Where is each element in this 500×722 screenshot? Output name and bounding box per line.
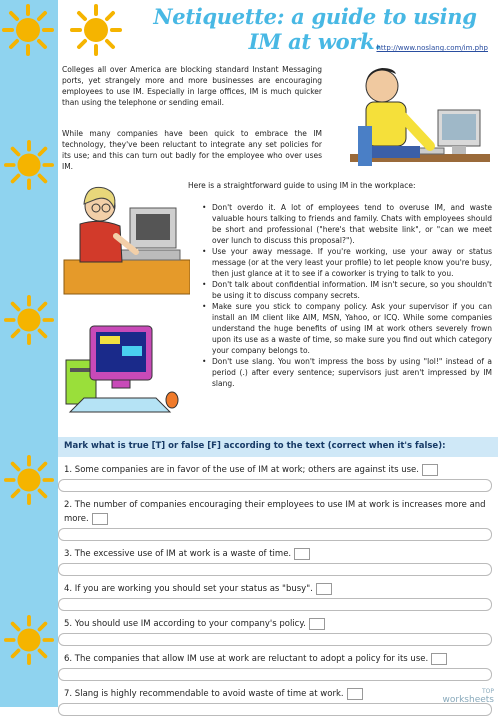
sun-icon <box>4 140 54 190</box>
answer-line[interactable] <box>58 479 492 492</box>
sidebar <box>0 0 58 707</box>
quiz-section <box>58 437 498 722</box>
question-text: 7. Slang is highly recommendable to avoid waste of time at work. <box>64 689 344 699</box>
answer-line[interactable] <box>58 668 492 681</box>
man-at-computer-illustration <box>330 62 490 180</box>
watermark-bottom: worksheets <box>442 695 494 705</box>
question-text: 1. Some companies are in favor of the use of IM at work; others are against its use. <box>64 465 419 475</box>
watermark-top: TOP <box>481 688 494 695</box>
question-text: 2. The number of companies encouraging their employees to use IM at work is increases more and more. <box>64 500 486 524</box>
sun-icon <box>4 295 54 345</box>
answer-box[interactable] <box>347 688 363 700</box>
watermark <box>443 687 494 705</box>
paragraph-1: Colleges all over America are blocking standard Instant Messaging ports, yet strangely more and more businesses are encouraging employees to use IM. Especially in large offices, IM is much quicker than using the telephone or sending email. <box>62 65 322 107</box>
quiz-question-2 <box>58 498 498 526</box>
quiz-question-6 <box>58 652 498 666</box>
list-item: • Don't use slang. You won't impress the boss by using "lol!" instead of a period (.) after every sentence; supervisors just aren't impressed by IM slang. <box>202 356 492 389</box>
answer-line[interactable] <box>58 528 492 541</box>
answer-line[interactable] <box>58 633 492 646</box>
list-item: • Use your away message. If you're working, use your away or status message (or at the very least your profile) to let people know you're busy, then just glance at it to see if a coworker is trying to talk to you. <box>202 246 492 279</box>
answer-box[interactable] <box>294 548 310 560</box>
source-link[interactable]: http://www.noslang.com/im.php <box>376 44 488 52</box>
question-text: 6. The companies that allow IM use at work are reluctant to adopt a policy for its use. <box>64 654 429 664</box>
answer-line[interactable] <box>58 703 492 716</box>
quiz-question-3 <box>58 547 498 561</box>
list-item: • Make sure you stick to company policy. Ask your supervisor if you can install an IM client like AIM, MSN, Yahoo, or ICQ. While some companies understand the huge benefits of using IM at work others severely frown upon its use as a waste of time, so make sure you find out which category your company belongs to. <box>202 301 492 356</box>
quiz-question-4 <box>58 582 498 596</box>
sun-icon <box>4 455 54 505</box>
quiz-question-5 <box>58 617 498 631</box>
question-text: 5. You should use IM according to your company's policy. <box>64 619 306 629</box>
quiz-heading: Mark what is true [T] or false [F] according to the text (correct when it's false): <box>58 437 498 457</box>
page-title: Netiquette: a guide to using IM at work. <box>153 4 477 54</box>
woman-at-computer-illustration <box>60 178 190 298</box>
question-text: 4. If you are working you should set your status as "busy". <box>64 584 313 594</box>
sun-icon <box>2 4 54 56</box>
computer-illustration <box>60 320 185 425</box>
tips-list <box>202 202 492 389</box>
list-item: • Don't overdo it. A lot of employees tend to overuse IM, and waste valuable hours talking to friends and family. Chats with employees should be short and professional ("here's that website link", or "can we meet over lunch to discuss this proposal?"). <box>202 202 492 246</box>
sun-icon <box>4 615 54 665</box>
list-item: • Don't talk about confidential information. IM isn't secure, so you shouldn't be using it to discuss company secrets. <box>202 279 492 301</box>
sun-icon <box>70 4 122 56</box>
answer-box[interactable] <box>92 513 108 525</box>
answer-line[interactable] <box>58 598 492 611</box>
intro-text: Here is a straightforward guide to using IM in the workplace: <box>188 181 416 190</box>
paragraph-2: While many companies have been quick to embrace the IM technology, they've been reluctant to integrate any set policies for its use; and this can turn out badly for the employee who over uses IM. <box>62 129 322 171</box>
answer-box[interactable] <box>316 583 332 595</box>
quiz-question-1 <box>58 463 498 477</box>
question-text: 3. The excessive use of IM at work is a waste of time. <box>64 549 292 559</box>
answer-box[interactable] <box>422 464 438 476</box>
quiz-question-7 <box>58 687 498 701</box>
answer-line[interactable] <box>58 563 492 576</box>
answer-box[interactable] <box>431 653 447 665</box>
answer-box[interactable] <box>309 618 325 630</box>
